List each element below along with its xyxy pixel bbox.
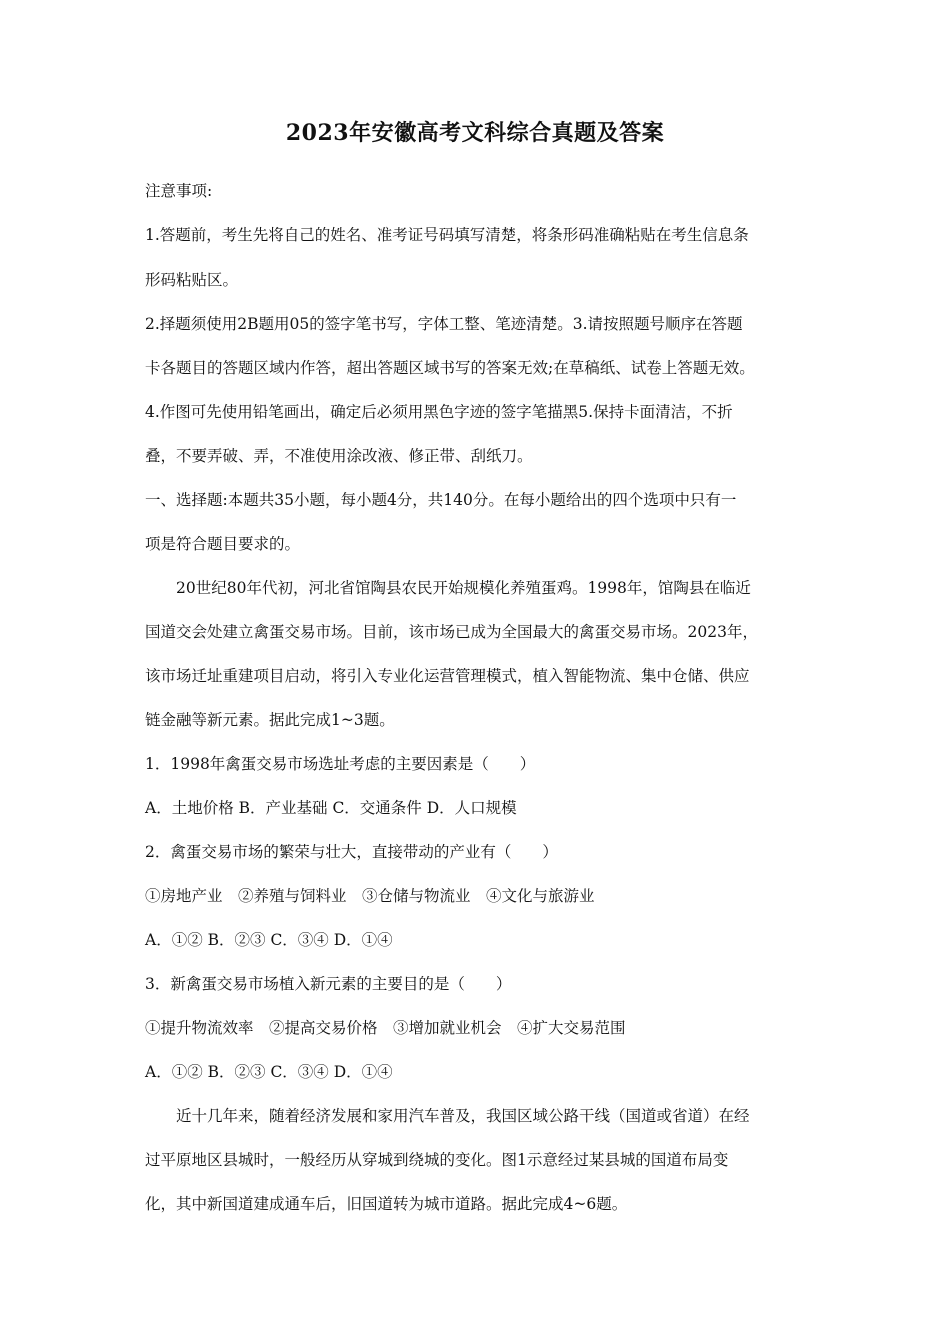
section-heading-cont: 项是符合题目要求的。 — [145, 535, 301, 553]
notice-item-1: 1.答题前，考生先将自己的姓名、准考证号码填写清楚，将条形码准确粘贴在考生信息条 — [145, 226, 749, 244]
notice-item-4-cont: 叠，不要弄破、弄，不准使用涂改液、修正带、刮纸刀。 — [145, 447, 533, 465]
question-1-options: A．土地价格 B．产业基础 C．交通条件 D．人口规模 — [145, 799, 517, 817]
notice-item-1-cont: 形码粘贴区。 — [145, 271, 239, 289]
question-3-options: A．①② B．②③ C．③④ D．①④ — [145, 1063, 393, 1081]
passage-2-line-3: 化，其中新国道建成通车后，旧国道转为城市道路。据此完成4~6题。 — [145, 1195, 628, 1213]
question-3: 3．新禽蛋交易市场植入新元素的主要目的是（ ） — [145, 975, 512, 993]
passage-1-line-3: 该市场迁址重建项目启动，将引入专业化运营管理模式，植入智能物流、集中仓储、供应 — [145, 667, 750, 685]
question-2-items: ①房地产业 ②养殖与饲料业 ③仓储与物流业 ④文化与旅游业 — [145, 887, 595, 905]
question-3-items: ①提升物流效率 ②提高交易价格 ③增加就业机会 ④扩大交易范围 — [145, 1019, 626, 1037]
page-title: 2023年安徽高考文科综合真题及答案 — [285, 120, 665, 146]
question-2-options: A．①② B．②③ C．③④ D．①④ — [145, 931, 393, 949]
passage-1-line-4: 链金融等新元素。据此完成1~3题。 — [145, 711, 395, 729]
section-heading: 一、选择题:本题共35小题，每小题4分，共140分。在每小题给出的四个选项中只有一 — [145, 491, 737, 509]
passage-1-line-2: 国道交会处建立禽蛋交易市场。目前，该市场已成为全国最大的禽蛋交易市场。2023年， — [145, 623, 758, 641]
question-1: 1．1998年禽蛋交易市场选址考虑的主要因素是（ ） — [145, 755, 536, 773]
question-2: 2．禽蛋交易市场的繁荣与壮大，直接带动的产业有（ ） — [145, 843, 558, 861]
notice-item-2-cont: 卡各题目的答题区域内作答，超出答题区域书写的答案无效;在草稿纸、试卷上答题无效。 — [145, 359, 755, 377]
notice-item-4: 4.作图可先使用铅笔画出，确定后必须用黑色字迹的签字笔描黑5.保持卡面清洁，不折 — [145, 403, 733, 421]
notice-item-2: 2.择题须使用2B题用05的签字笔书写，字体工整、笔迹清楚。3.请按照题号顺序在答题 — [145, 315, 743, 333]
notice-heading: 注意事项: — [145, 182, 213, 200]
passage-1-line-1: 20世纪80年代初，河北省馆陶县农民开始规模化养殖蛋鸡。1998年，馆陶县在临近 — [176, 579, 751, 597]
passage-2-line-1: 近十几年来，随着经济发展和家用汽车普及，我国区域公路干线（国道或省道）在经 — [176, 1107, 750, 1125]
passage-2-line-2: 过平原地区县城时，一般经历从穿城到绕城的变化。图1示意经过某县城的国道布局变 — [145, 1151, 729, 1169]
